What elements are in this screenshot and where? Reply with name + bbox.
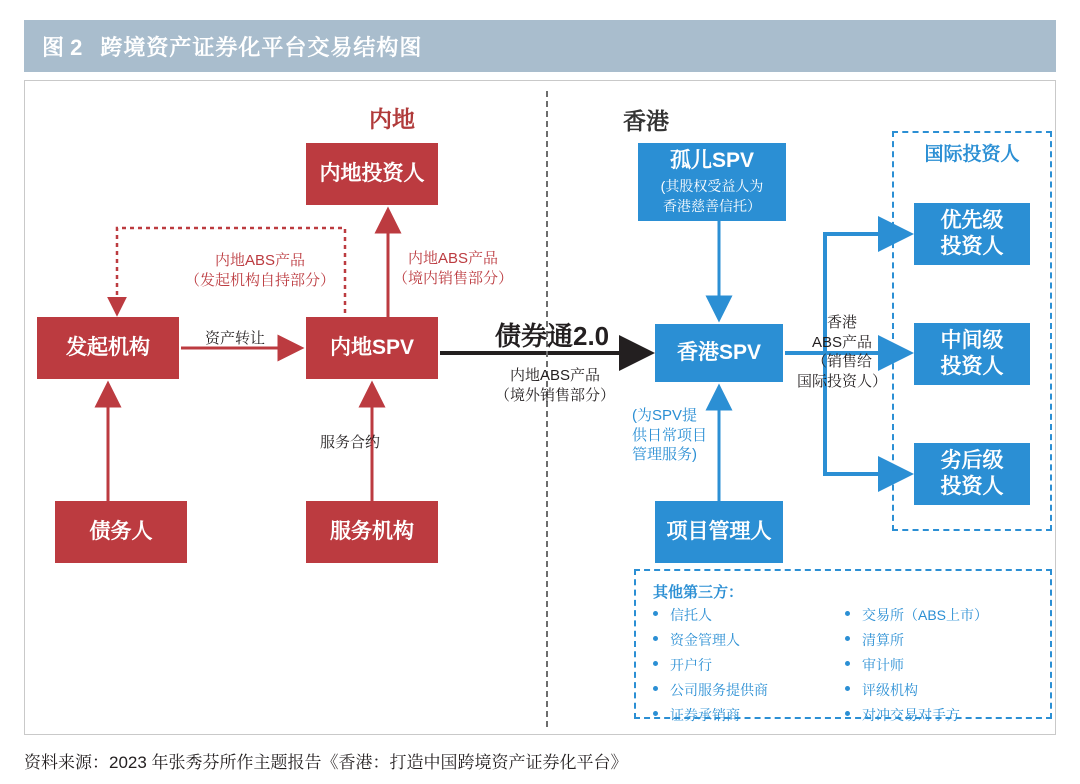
node-project-manager-label: 项目管理人 <box>666 519 772 543</box>
figure-number: 图 2 <box>42 34 83 60</box>
annotation-bond-connect: 债券通2.0 <box>495 321 610 351</box>
third-party-item <box>845 605 1045 625</box>
annotation-spv-service-line3: 管理服务) <box>632 446 697 463</box>
node-mainland-investor[interactable] <box>306 143 438 205</box>
third-party-item-label: 证券承销商 <box>670 707 740 723</box>
third-party-item-label: 资金管理人 <box>670 632 740 648</box>
annotation-abs-self-held-line2: （发起机构自持部分） <box>185 272 336 290</box>
third-party-item <box>653 705 843 725</box>
third-party-right-column <box>845 605 1045 730</box>
region-label-hongkong: 香港 <box>623 108 669 134</box>
node-mainland-spv-label: 内地SPV <box>329 335 415 359</box>
third-party-item-label: 信托人 <box>670 607 712 623</box>
node-junior-tranche[interactable] <box>914 443 1030 505</box>
annotation-abs-domestic-line1: 内地ABS产品 <box>408 250 499 267</box>
node-senior-tranche-line2: 投资人 <box>940 235 1004 258</box>
node-orphan-spv-label: 孤儿SPV <box>669 149 755 173</box>
node-hongkong-spv[interactable] <box>655 324 783 382</box>
figure-title-bar <box>24 20 1056 72</box>
node-project-manager[interactable] <box>655 501 783 563</box>
annotation-hk-abs-line2: ABS产品 <box>812 333 873 351</box>
node-hongkong-spv-label: 香港SPV <box>676 340 762 364</box>
node-debtor[interactable] <box>55 501 187 563</box>
node-originator[interactable] <box>37 317 179 379</box>
node-mezzanine-tranche-line2: 投资人 <box>940 355 1004 378</box>
figure-source: 资料来源：2023 年张秀芬所作主题报告《香港：打造中国跨境资产证券化平台》 <box>24 753 628 772</box>
annotation-hk-abs-product <box>797 313 887 391</box>
third-party-item-label: 审计师 <box>862 657 904 673</box>
third-party-item-label: 公司服务提供商 <box>670 682 768 698</box>
third-party-item-label: 清算所 <box>862 632 904 648</box>
annotation-abs-domestic <box>393 249 513 290</box>
region-label-mainland: 内地 <box>369 106 415 132</box>
international-investor-title: 国际投资人 <box>924 144 1020 165</box>
node-junior-tranche-line1: 劣后级 <box>940 448 1004 472</box>
third-party-item <box>845 680 1045 700</box>
third-party-title: 其他第三方： <box>653 584 744 601</box>
third-party-item <box>845 655 1045 675</box>
annotation-hk-abs-line3: （销售给 <box>812 353 873 370</box>
node-junior-tranche-line2: 投资人 <box>940 475 1004 498</box>
annotation-spv-service <box>632 406 707 465</box>
third-party-item <box>653 680 843 700</box>
annotation-abs-overseas-line2: （境外销售部分） <box>495 387 616 405</box>
mainland-hongkong-divider <box>546 91 548 727</box>
third-party-item <box>653 605 843 625</box>
node-mainland-spv[interactable] <box>306 317 438 379</box>
annotation-service-contract: 服务合约 <box>320 434 381 451</box>
node-mainland-investor-label: 内地投资人 <box>319 161 425 185</box>
node-orphan-spv[interactable] <box>638 143 786 221</box>
annotation-abs-self-held-line1: 内地ABS产品 <box>215 252 306 269</box>
bullet-icon <box>653 611 658 616</box>
node-servicer[interactable] <box>306 501 438 563</box>
node-orphan-spv-sub1: (其股权受益人为 <box>660 177 764 194</box>
bullet-icon <box>653 661 658 666</box>
bullet-icon <box>845 636 850 641</box>
annotation-hk-abs-line4: 国际投资人） <box>797 372 888 390</box>
third-party-item <box>653 630 843 650</box>
diagram-canvas <box>24 80 1056 735</box>
node-servicer-label: 服务机构 <box>330 519 414 543</box>
node-orphan-spv-sub2: 香港慈善信托） <box>663 198 761 215</box>
annotation-abs-overseas <box>495 366 615 407</box>
node-mezzanine-tranche[interactable] <box>914 323 1030 385</box>
annotation-hk-abs-line1: 香港 <box>827 314 858 331</box>
bullet-icon <box>845 611 850 616</box>
third-party-item <box>653 655 843 675</box>
node-senior-tranche[interactable] <box>914 203 1030 265</box>
annotation-abs-domestic-line2: （境内销售部分） <box>393 270 514 288</box>
third-party-item-label: 评级机构 <box>862 682 918 698</box>
third-party-item-label: 交易所（ABS上市） <box>862 607 989 623</box>
annotation-spv-service-line1: (为SPV提 <box>632 407 698 424</box>
bullet-icon <box>845 711 850 716</box>
bullet-icon <box>653 711 658 716</box>
node-debtor-label: 债务人 <box>89 519 153 543</box>
annotation-abs-self-held <box>185 251 335 292</box>
node-originator-label: 发起机构 <box>66 335 150 359</box>
figure-title: 跨境资产证券化平台交易结构图 <box>100 34 423 60</box>
node-senior-tranche-line1: 优先级 <box>940 208 1004 232</box>
annotation-spv-service-line2: 供日常项目 <box>632 426 708 444</box>
third-party-item <box>845 630 1045 650</box>
third-party-item <box>845 705 1045 725</box>
third-party-item-label: 对冲交易对手方 <box>862 707 960 723</box>
bullet-icon <box>845 686 850 691</box>
annotation-abs-overseas-line1: 内地ABS产品 <box>510 367 601 384</box>
node-mezzanine-tranche-line1: 中间级 <box>940 328 1004 352</box>
bullet-icon <box>653 686 658 691</box>
bullet-icon <box>653 636 658 641</box>
third-party-left-column <box>653 605 843 730</box>
third-party-item-label: 开户行 <box>670 657 712 673</box>
bullet-icon <box>845 661 850 666</box>
annotation-asset-transfer: 资产转让 <box>205 330 266 347</box>
